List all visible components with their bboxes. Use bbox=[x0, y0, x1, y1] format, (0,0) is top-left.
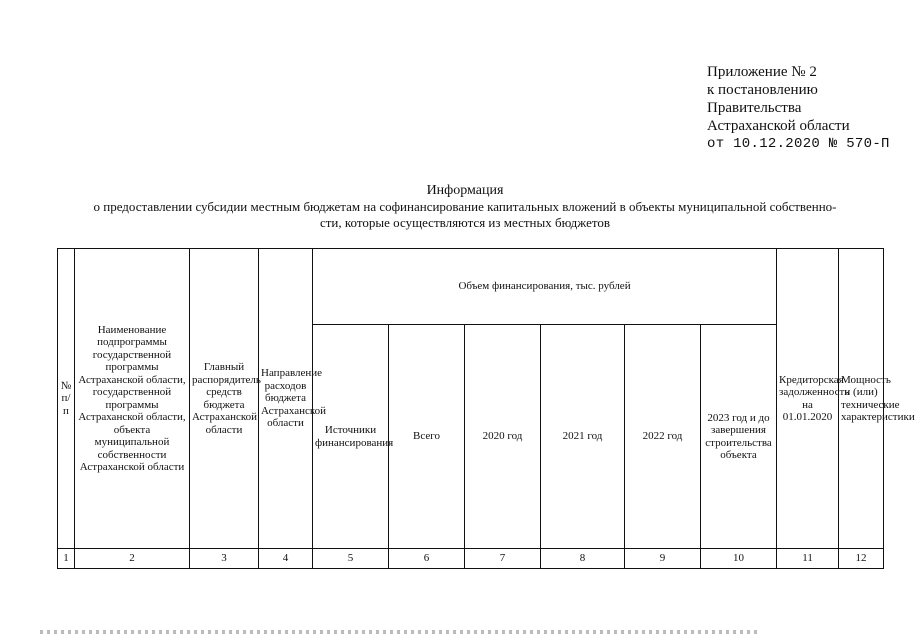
title-heading: Информация bbox=[426, 183, 504, 198]
appendix-line: к постановлению bbox=[707, 82, 818, 98]
column-number: 6 bbox=[389, 549, 465, 569]
column-numbers-row bbox=[58, 549, 884, 569]
document-title bbox=[40, 183, 890, 231]
column-number: 9 bbox=[625, 549, 701, 569]
column-number: 10 bbox=[701, 549, 777, 569]
column-number: 8 bbox=[541, 549, 625, 569]
header-debt: Кредиторская задолженность на 01.01.2020 bbox=[777, 249, 839, 549]
column-number: 1 bbox=[58, 549, 75, 569]
header-name: Наименование подпрограммы государственной программы Астраханской области, государственной программы Астраханской области, объекта муниципальной собственности Астраханской области bbox=[75, 249, 190, 549]
title-line: о предоставлении субсидии местным бюджетам на софинансирование капитальных вложений в объекты муниципальной собственно- bbox=[93, 199, 837, 214]
appendix-note bbox=[707, 63, 890, 153]
header-capacity: Мощность и (или) технические характеристики bbox=[839, 249, 884, 549]
appendix-line: Приложение № 2 bbox=[707, 64, 817, 80]
column-number: 4 bbox=[259, 549, 313, 569]
appendix-line: Правительства bbox=[707, 100, 802, 116]
header-direction: Направление расходов бюджета Астраханской области bbox=[259, 249, 313, 549]
header-num: № п/п bbox=[58, 249, 75, 549]
appendix-line: Астраханской области bbox=[707, 118, 850, 134]
column-number: 3 bbox=[190, 549, 259, 569]
header-2021: 2021 год bbox=[541, 325, 625, 549]
header-total: Всего bbox=[389, 325, 465, 549]
header-2023-plus: 2023 год и до завершения строительства объекта bbox=[701, 325, 777, 549]
appendix-date-number: от 10.12.2020 № 570-П bbox=[707, 136, 890, 152]
header-2022: 2022 год bbox=[625, 325, 701, 549]
column-number: 2 bbox=[75, 549, 190, 569]
header-sources: Источники финансирования bbox=[313, 325, 389, 549]
header-financing-group: Объем финансирования, тыс. рублей bbox=[313, 249, 777, 325]
column-number: 5 bbox=[313, 549, 389, 569]
bottom-scan-artifact bbox=[40, 630, 760, 634]
column-number: 11 bbox=[777, 549, 839, 569]
column-number: 7 bbox=[465, 549, 541, 569]
title-line: сти, которые осуществляются из местных бюджетов bbox=[319, 215, 610, 230]
column-number: 12 bbox=[839, 549, 884, 569]
financing-table bbox=[57, 248, 915, 569]
header-manager: Главный распорядитель средств бюджета Астраханской области bbox=[190, 249, 259, 549]
header-2020: 2020 год bbox=[465, 325, 541, 549]
